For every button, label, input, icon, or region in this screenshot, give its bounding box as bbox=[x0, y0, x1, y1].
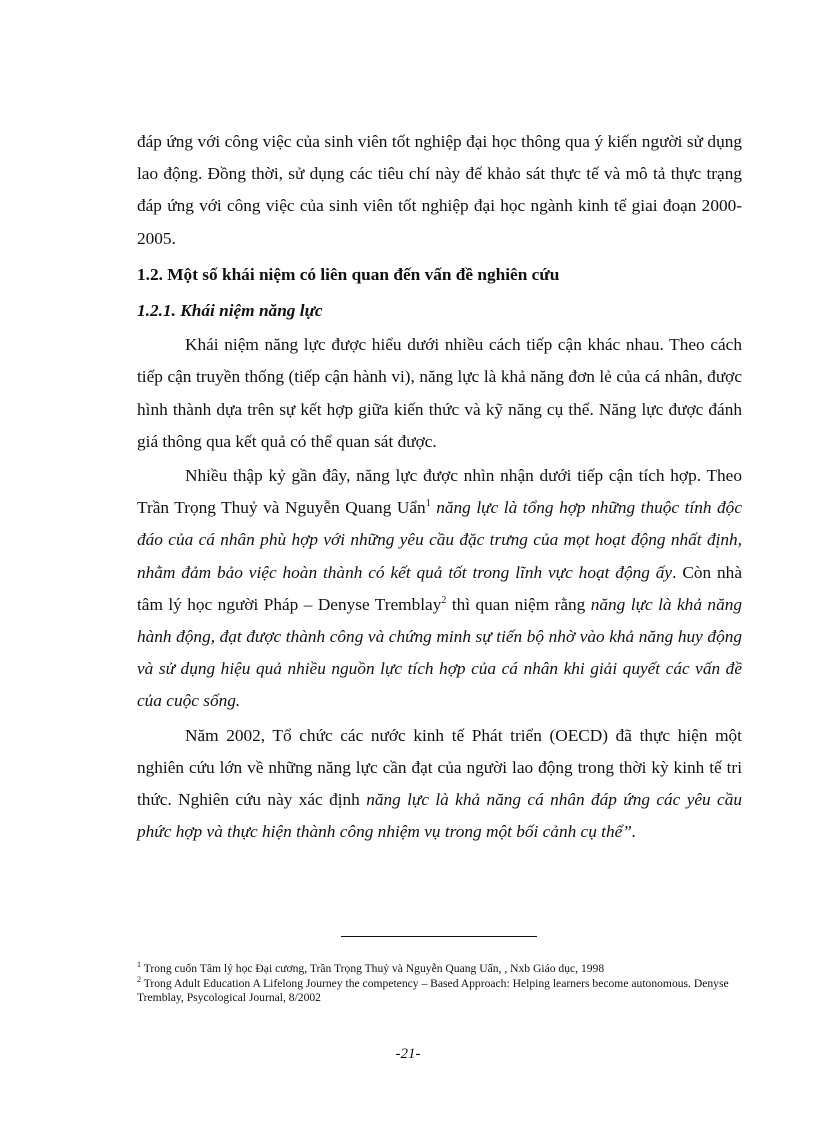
page-number: -21- bbox=[395, 1046, 421, 1062]
paragraph-competency-definition bbox=[137, 329, 742, 458]
paragraph-text: Năm 2002, Tổ chức các nước kinh tế Phát triển (OECD) đã thực hiện một nghiên cứu lớn về những năng lực cần đạt của người lao động trong thời kỳ kinh tế tri thức. Nghiên cứu này xác định bbox=[137, 725, 742, 810]
footnote-ref-2: 2 bbox=[441, 595, 447, 607]
footnote-text: Trong Adult Education A Lifelong Journey the competency – Based Approach: Helping learners become autonomous. Denyse Tremblay, Psycological Journal, 8/2002 bbox=[137, 976, 729, 1004]
footnote-text: Trong cuốn Tâm lý học Đại cương, Trần Trọng Thuỷ và Nguyễn Quang Uẩn, , Nxb Giáo dục, 1998 bbox=[141, 962, 605, 975]
paragraph-text: Nhiều thập kỷ gần đây, năng lực được nhìn nhận dưới tiếp cận tích hợp. Theo Trần Trọng Thuỷ và Nguyễn Quang Uẩn bbox=[137, 466, 742, 518]
subsection-heading: 1.2.1. Khái niệm năng lực bbox=[137, 301, 323, 321]
footnote-separator bbox=[341, 936, 537, 937]
footnote-2 bbox=[137, 974, 742, 1006]
footnote-1 bbox=[137, 962, 742, 977]
footnotes bbox=[137, 962, 742, 1006]
paragraph-integrated-approach bbox=[137, 460, 742, 718]
italic-quote: năng lực là tổng hợp những thuộc tính độc đáo của cá nhân phù hợp với những yêu cầu đặc trưng của mọt hoạt động nhất định, nhằm đảm bảo việc hoàn thành có kết quả tốt trong lĩnh vực hoạt động ấy bbox=[137, 498, 742, 582]
footnote-ref-1: 1 bbox=[425, 498, 431, 510]
footnote-mark: 2 bbox=[137, 974, 141, 984]
section-heading: 1.2. Một số khái niệm có liên quan đến vấn đề nghiên cứu bbox=[137, 264, 560, 284]
footnote-mark: 1 bbox=[137, 960, 141, 970]
paragraph-text: . Còn nhà tâm lý học người Pháp – Denyse Tremblay bbox=[137, 562, 742, 614]
main-text bbox=[137, 126, 742, 848]
paragraph-text: Khái niệm năng lực được hiểu dưới nhiều cách tiếp cận khác nhau. Theo cách tiếp cận truyền thống (tiếp cận hành vi), năng lực là khả năng đơn lẻ của cá nhân, được hình thành dựa trên sự kết hợp giữa kiến thức và kỹ năng cụ thể. Năng lực được đánh giá thông qua kết quả có thể quan sát được. bbox=[137, 335, 742, 451]
paragraph-continuation: đáp ứng với công việc của sinh viên tốt nghiệp đại học thông qua ý kiến người sử dụng lao động. Đồng thời, sử dụng các tiêu chí này để khảo sát thực tế và mô tả thực trạng đáp ứng với công việc của sinh viên tốt nghiệp đại học ngành kinh tế giai đoạn 2000-2005. bbox=[137, 132, 742, 248]
paragraph-oecd bbox=[137, 720, 742, 849]
italic-quote: năng lực là khả năng cá nhân đáp ứng các yêu cầu phức hợp và thực hiện thành công nhiệm vụ trong một bối cảnh cụ thể”. bbox=[137, 790, 742, 842]
italic-quote: năng lực là khả năng hành động, đạt được thành công và chứng minh sự tiến bộ nhờ vào khả năng huy động và sử dụng hiệu quả nhiều nguồn lực tích hợp của cá nhân khi giải quyết các vấn đề của cuộc sống. bbox=[137, 594, 742, 711]
paragraph-text: thì quan niệm rằng bbox=[446, 594, 591, 614]
